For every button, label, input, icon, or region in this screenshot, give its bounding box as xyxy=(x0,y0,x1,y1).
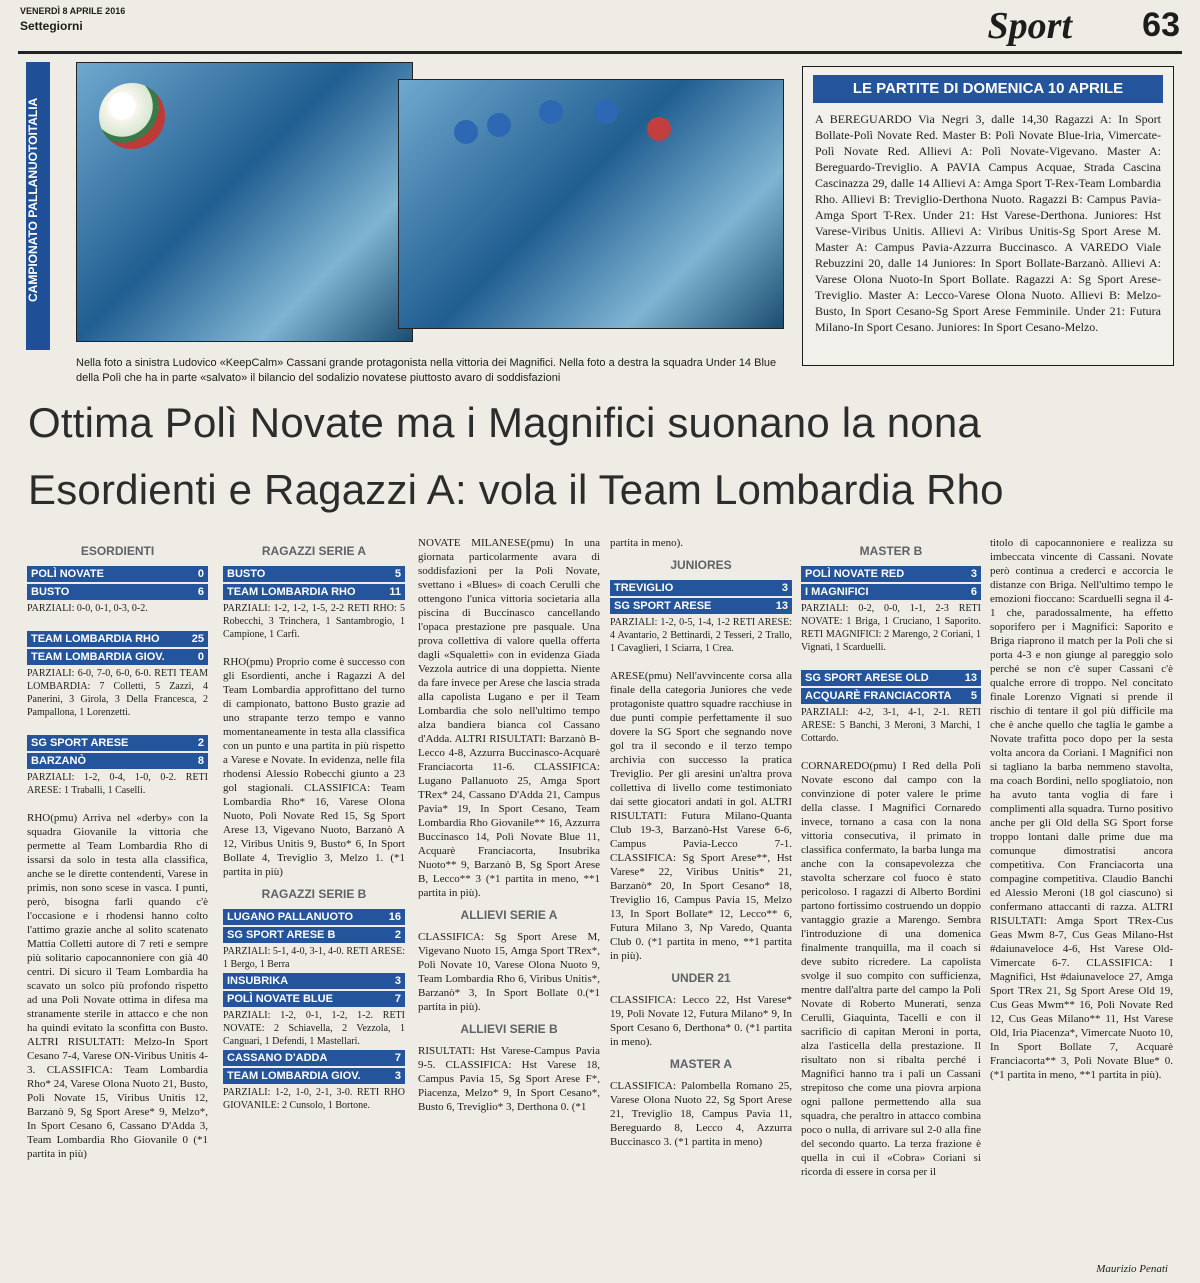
score-row: TEAM LOMBARDIA GIOV. 3 xyxy=(223,1068,405,1084)
headline-line-1: Ottima Polì Novate ma i Magnifici suonano la nona xyxy=(28,399,981,446)
article-text: ARESE(pmu) Nell'avvincente corsa alla finale della categoria Juniores che vede protagoniste quattro squadre racchiuse in due punti compie perfettamente il suo dovere la SG Sport che segnando nove gol tra il secondo e il terzo tempo archivia con successo la pratica Treviglio. Per gli aresini un'altra prova collettiva di livello come testimoniato dai sette giocatori andati in gol. ALTRI RISULTATI: Futura Milano-Quanta Club 19-3, Barzanò-Hst Varese 6-6, Campus Pavia-Lecco 7-1. CLASSIFICA: Sg Sport Arese**, Hst Varese* 22, Viribus Unitis* 21, Barzanò* 20, In Sport Cesano* 18, Treviglio 16, Campus Pavia 15, Melzo 13, In Sport Bollate* 12, Lecco** 6, Futura Milano 3, Np Varedo, Quanta Club 0. (*1 partita in meno, **1 partita in più). xyxy=(610,670,792,962)
partials: PARZIALI: 6-0, 7-0, 6-0, 6-0. RETI TEAM LOMBARDIA: 7 Colletti, 5 Zazzi, 4 Panerini, 3 Girola, 3 Della Francesca, 2 Pampallona, 1 Lorenzetti. xyxy=(27,668,208,718)
partials: PARZIALI: 1-2, 1-2, 1-5, 2-2 RETI RHO: 5 Robecchi, 3 Trinchera, 1 Santambrogio, 1 Campione, 1 Carfì. xyxy=(223,603,405,640)
section-title: Sport xyxy=(987,5,1072,47)
score-row: POLÌ NOVATE RED 3 xyxy=(801,566,981,582)
score-row: POLÌ NOVATE 0 xyxy=(27,566,208,582)
article-text: CLASSIFICA: Palombella Romano 25, Varese Olona Nuoto 22, Sg Sport Arese 21, Treviglio 18, Campus Pavia 11, Bereguardo 8, Lecco 4, Azzurra Buccinasco 3. (*1 partita in meno) xyxy=(610,1080,792,1148)
cap-icon xyxy=(539,100,563,124)
column-master xyxy=(801,536,981,1271)
author: Maurizio Penati xyxy=(1096,1263,1168,1275)
masthead xyxy=(18,4,1182,54)
matches-box xyxy=(802,66,1174,366)
article-text: CORNAREDO(pmu) I Red della Polì Novate escono dal campo con la convinzione di poter valere le prime della classe. I Magnifici Cornaredo invece, tornano a casa con la nona vittoria consecutiva, il primato in classifica confermato, la barba lunga ma anche con la consapevolezza che stavolta scherzare col fuoco è stato pericoloso. I ragazzi di Alberto Bordini partono fortissimo costruendo un doppio vantaggio grazie a Marengo. Sembra l'introduzione di una domenica finalmente tranquilla, ma il coach si deve subito ricredere. La capolista svolge il suo compito con sufficienza, mentre dall'altra parte del campo la Polì Novate di Roberto Munerati, senza Cerulli, Giaquinta, Tacelli e con il sacrificio di capitan Meroni in porta, alza l'asticella della prestazione. Il risultato non si ribalta perché i Magnifici hanno tra i pali un Cassani strepitoso che come una piovra arpiona ogni pallone permettendo alla sua squadra, che peraltro in attacco combina poco o nulla, di arrivare sul 2-0 alla fine del secondo quarto. La terza frazione è quella in cui il «Cobra» Coriani si ricorda di essere in corsa per il xyxy=(801,760,981,1178)
partials: PARZIALI: 1-2, 1-0, 2-1, 3-0. RETI RHO GIOVANILE: 2 Cunsolo, 1 Bortone. xyxy=(223,1087,405,1111)
score-row: SG SPORT ARESE 13 xyxy=(610,598,792,614)
photo-left xyxy=(76,62,413,342)
column-esordienti xyxy=(27,536,208,1271)
column-title: RAGAZZI SERIE A xyxy=(261,544,367,558)
score-row: BUSTO 5 xyxy=(223,566,405,582)
issue-date: VENERDÌ 8 APRILE 2016 xyxy=(20,6,126,16)
score-row: INSUBRIKA 3 xyxy=(223,973,405,989)
partials: PARZIALI: 5-1, 4-0, 3-1, 4-0. RETI ARESE: 1 Bergo, 1 Berra xyxy=(223,946,405,970)
article-text: NOVATE MILANESE(pmu) In una giornata particolarmente avara di soddisfazioni per la Polì Novate, svettano i «Blues» di coach Cerulli che ottengono l'unica vittoria societaria alla piscina di Buccinasco cancellando l'opaca prestazione pre pasquale. Una prova collettiva di valore quella offerta dagli «Squaletti» con in evidenza Giada Vezzola autrice di una doppietta. Niente da fare invece per Arese che lascia strada alla capolista Lugano e per il Team Lombardia che solo nell'ultimo tempo alza bandiera bianca col Cassano d'Adda. ALTRI RISULTATI: Barzanò B-Lecco 4-8, Azzurra Buccinasco-Acquarè Franciacorta 11-6. CLASSIFICA: Lugano Pallanuoto 25, Amga Sport TRex* 24, Cassano D'Adda 21, Campus Pavia* 19, In Sport Cesano, Team Lombardia Rho Giovanile** 16, Azzurra Buccinasco 14, Polì Novate Blue 11, Acquarè Franciacorta, Insubrika Nuoto** 9, Barzanò B, Sg Sport Arese B, Lecco** 3 (*1 partita in meno, **1 partita in più). xyxy=(418,537,600,899)
cap-icon xyxy=(487,113,511,137)
score-row: SG SPORT ARESE OLD 13 xyxy=(801,670,981,686)
column-juniores xyxy=(610,536,792,1271)
column-subtitle: ALLIEVI SERIE A xyxy=(460,908,558,922)
column-subtitle: RAGAZZI SERIE B xyxy=(261,887,367,901)
score-row: TEAM LOMBARDIA RHO 25 xyxy=(27,631,208,647)
partials: PARZIALI: 1-2, 0-1, 1-2, 1-2. RETI NOVATE: 2 Schiavella, 2 Vezzola, 1 Canguari, 1 Defendi, 1 Mastellari. xyxy=(223,1010,405,1047)
waterpolo-ball-icon xyxy=(99,83,165,149)
column-ragazzi-b-text xyxy=(418,536,600,1271)
partials: PARZIALI: 4-2, 3-1, 4-1, 2-1. RETI ARESE: 5 Banchi, 3 Meroni, 3 Marchi, 1 Cottardo. xyxy=(801,707,981,744)
score-row: CASSANO D'ADDA 7 xyxy=(223,1050,405,1066)
score-row: TEAM LOMBARDIA GIOV. 0 xyxy=(27,649,208,665)
article-text: CLASSIFICA: Sg Sport Arese M, Vigevano Nuoto 15, Amga Sport TRex*, Polì Novate 10, Varese Olona Nuoto 9, Team Lombardia Rho 6, Viribus Unitis*, Barzanò* 3, In Sport Bollate 0.(*1 partita in più). xyxy=(418,931,600,1013)
partials: PARZIALI: 1-2, 0-4, 1-0, 0-2. RETI ARESE: 1 Traballi, 1 Caselli. xyxy=(27,772,208,796)
matches-text: A BEREGUARDO Via Negri 3, dalle 14,30 Ragazzi A: In Sport Bollate-Polì Novate Red. Master B: Polì Novate Blue-Iria, Vimercate-Polì Novate Red. Allievi A: Polì Novate-Vigevano. Master A: Bereguardo-Treviglio. A PAVIA Campus Acquae, Strada Cascina Cascinazza 29, dalle 14 Allievi A: Amga Sport T-Rex-Team Lombardia Rho. Allievi B: Treviglio-Derthona Nuoto. Ragazzi B: Campus Pavia-Amga Sport T-Rex. Under 21: Hst Varese-Derthona. Juniores: Hst Varese-Viribus Unitis. Allievi A: Viribus Unitis-Sg Sport Arese M. Master A: Campus Pavia-Azzurra Buccinasco. A VAREDO Viale Rebuzzini 20, dalle 14 Juniores: In Sport Bollate-Barzanò. Allievi A: Varese Olona Nuoto-In Sport Bollate. Ragazzi A: Sg Sport Arese-Treviglio. Master A: Lecco-Varese Olona Nuoto. Allievi B: Melzo-Busto, In Sport Cesano-Sg Sport Arese Femminile. Under 21: Futura Milano-In Sport Cesano. Juniores: In Sport Cesano-Melzo. xyxy=(815,112,1161,334)
cap-icon xyxy=(594,100,618,124)
photo-right xyxy=(398,79,784,329)
column-subtitle: UNDER 21 xyxy=(671,971,731,985)
column-ragazzi xyxy=(223,536,405,1271)
column-master-continued xyxy=(990,536,1173,1271)
score-row: SG SPORT ARESE 2 xyxy=(27,735,208,751)
column-title: ESORDIENTI xyxy=(80,544,155,558)
partials: PARZIALI: 0-0, 0-1, 0-3, 0-2. xyxy=(27,603,148,614)
column-subtitle: MASTER A xyxy=(669,1057,733,1071)
cap-icon xyxy=(647,117,671,141)
article-text: titolo di capocannoniere e realizza su imbeccata vincente di Cassani. Novate però continua a crederci e accorcia le distanze con Briga. Nell'ultimo tempo le emozioni fioccano: Scarduelli segna il 4-1 che, paradossalmente, ha effetto soporifero per i Magnifici: Saporito e Briga riaprono il match per la Polì che si porta 4-3 e non giunge al pareggio solo perché se non c'è super Cassani c'è qualche errore di troppo. Nel concitato finale Lorenzo Vignati si prende il rischio di tentare il gol più difficile ma che è anche quello che taglia le gambe a Novate trafitta poco dopo per la sesta volta ancora da Coriani. I Magnifici non si tagliano la barba nemmeno stavolta, ma coach Bordini, nello spogliatoio, non ha avuto tanta voglia di fare i complimenti alla squadra. Turno positivo anche per gli Old della SG Sport forse troppo lontani dalle prime due ma comunque dimostratisi ancora competitiva. Con Franciacorta una compagine competitiva. Claudio Banchi ed Alessio Meroni (18 gol ciascuno) si confermano attaccanti di razza. ALTRI RISULTATI: Amga Sport TRex-Cus Geas Mwm 8-7, Cus Geas Milano-Hst #daiunaveloce 4-6, Hst Varese Old-Vimercate 6-7. CLASSIFICA: I Magnifici, Hst #daiunaveloce 27, Amga Sport TRex 21, Sg Sport Arese Old 19, Cus Geas Mwm** 16, Polì Novate Red 12, Cus Geas Milano** 11, Hst Varese Old, Iria Piacenza*, Vimercate Nuoto 10, In Sport Bollate 7, Acquarè Franciacorta** 3, Polì Novate Blue* 0. (*1 partita in meno, **1 partita in più). xyxy=(990,537,1173,1081)
cap-icon xyxy=(454,120,478,144)
matches-title: LE PARTITE DI DOMENICA 10 APRILE xyxy=(813,75,1163,103)
score-row: I MAGNIFICI 6 xyxy=(801,584,981,600)
newspaper-name: Settegiorni xyxy=(20,19,83,33)
article-text: RISULTATI: Hst Varese-Campus Pavia 9-5. CLASSIFICA: Hst Varese 18, Campus Pavia 15, Sg Sport Arese F*, Piacenza, Melzo* 9, In Sport Cesano*, Busto 6, Treviglio* 3, Derthona 0. (*1 xyxy=(418,1045,600,1113)
partials: PARZIALI: 0-2, 0-0, 1-1, 2-3 RETI NOVATE: 1 Briga, 1 Cruciano, 1 Saporito. RETI MAGNIFICI: 2 Marengo, 2 Coriani, 1 Vignati, 1 Scarduelli. xyxy=(801,603,981,653)
article-text: RHO(pmu) Proprio come è successo con gli Esordienti, anche i Ragazzi A del Team Lombardia approfittano del turno di campionato, battono Busto grazie ad uno strapante terzo tempo e vanno momentaneamente in testa alla classifica con un punto e una partita in più rispetto a Varese e Novate. In evidenza, nelle fila rhodensi Alessio Robecchi giunto a 23 gol stagionali. CLASSIFICA: Team Lombardia Rho* 16, Varese Olona Nuoto, Polì Novate Red 15, Sg Sport Arese 13, Vigevano Nuoto, Barzanò A 12, Viribus Unitis 9, Busto* 6, In Sport Bollate 4, Treviglio 3, Melzo 1. (*1 partita in più) xyxy=(223,656,405,878)
column-title: MASTER B xyxy=(859,544,923,558)
sidebar-label: CAMPIONATO PALLANUOTOITALIA xyxy=(26,62,50,350)
score-row: ACQUARÈ FRANCIACORTA 5 xyxy=(801,688,981,704)
score-row: BARZANÒ 8 xyxy=(27,753,208,769)
article-text: partita in meno). xyxy=(610,537,684,549)
score-row: BUSTO 6 xyxy=(27,584,208,600)
headline-line-2: Esordienti e Ragazzi A: vola il Team Lombardia Rho xyxy=(28,466,1004,513)
score-row: TEAM LOMBARDIA RHO 11 xyxy=(223,584,405,600)
column-title: JUNIORES xyxy=(670,558,732,572)
score-row: LUGANO PALLANUOTO 16 xyxy=(223,909,405,925)
article-text: RHO(pmu) Arriva nel «derby» con la squadra Giovanile la vittoria che permette al Team Lombardia Rho di issarsi da solo in testa alla classifica, anche se le dirette contendenti, Varese in primis, non sono scese in vasca. I punti, però, bisogna farli quando c'è l'occasione e i rhodensi hanno colto l'attimo grazie anche al solito scatenato Mattia Colletti autore di 7 reti e sempre più solitario capocannoniere con già 40 centri. Di sicuro il Team Lombardia ha scavato un solco più profondo rispetto ad una Polì Novate ottima in difesa ma stranamente sterile in attacco e che non ha quindi evitato la sconfitta con Busto. ALTRI RISULTATI: Melzo-In Sport Cesano 7-4, Varese ON-Viribus Unitis 4-3. CLASSIFICA: Team Lombardia Rho* 24, Varese Olona Nuoto 21, Busto, Polì Novate 15, Viribus Unitis 12, Barzanò 9, Sg Sport Arese* 9, Melzo*, In Sport Cesano 6, Cassano D'Adda 3, Team Lombardia Rho Giovanile 0 (*1 partita in più) xyxy=(27,812,208,1160)
article-text: CLASSIFICA: Lecco 22, Hst Varese* 19, Polì Novate 12, Futura Milano* 9, In Sport Cesano 6, Derthona* 0. (*1 partita in meno). xyxy=(610,994,792,1048)
score-row: SG SPORT ARESE B 2 xyxy=(223,927,405,943)
score-row: POLÌ NOVATE BLUE 7 xyxy=(223,991,405,1007)
photo-caption: Nella foto a sinistra Ludovico «KeepCalm» Cassani grande protagonista nella vittoria dei Magnifici. Nella foto a destra la squadra Under 14 Blue della Polì che ha in parte «salvato» il bilancio del sodalizio novatese piuttosto avaro di soddisfazioni xyxy=(76,357,777,384)
score-row: TREVIGLIO 3 xyxy=(610,580,792,596)
partials: PARZIALI: 1-2, 0-5, 1-4, 1-2 RETI ARESE: 4 Avantario, 2 Bettinardi, 2 Tesseri, 2 Trallo, 1 Cavaglieri, 1 Sciarra, 1 Crea. xyxy=(610,617,792,654)
column-subtitle: ALLIEVI SERIE B xyxy=(460,1022,558,1036)
page-number: 63 xyxy=(1142,6,1180,44)
